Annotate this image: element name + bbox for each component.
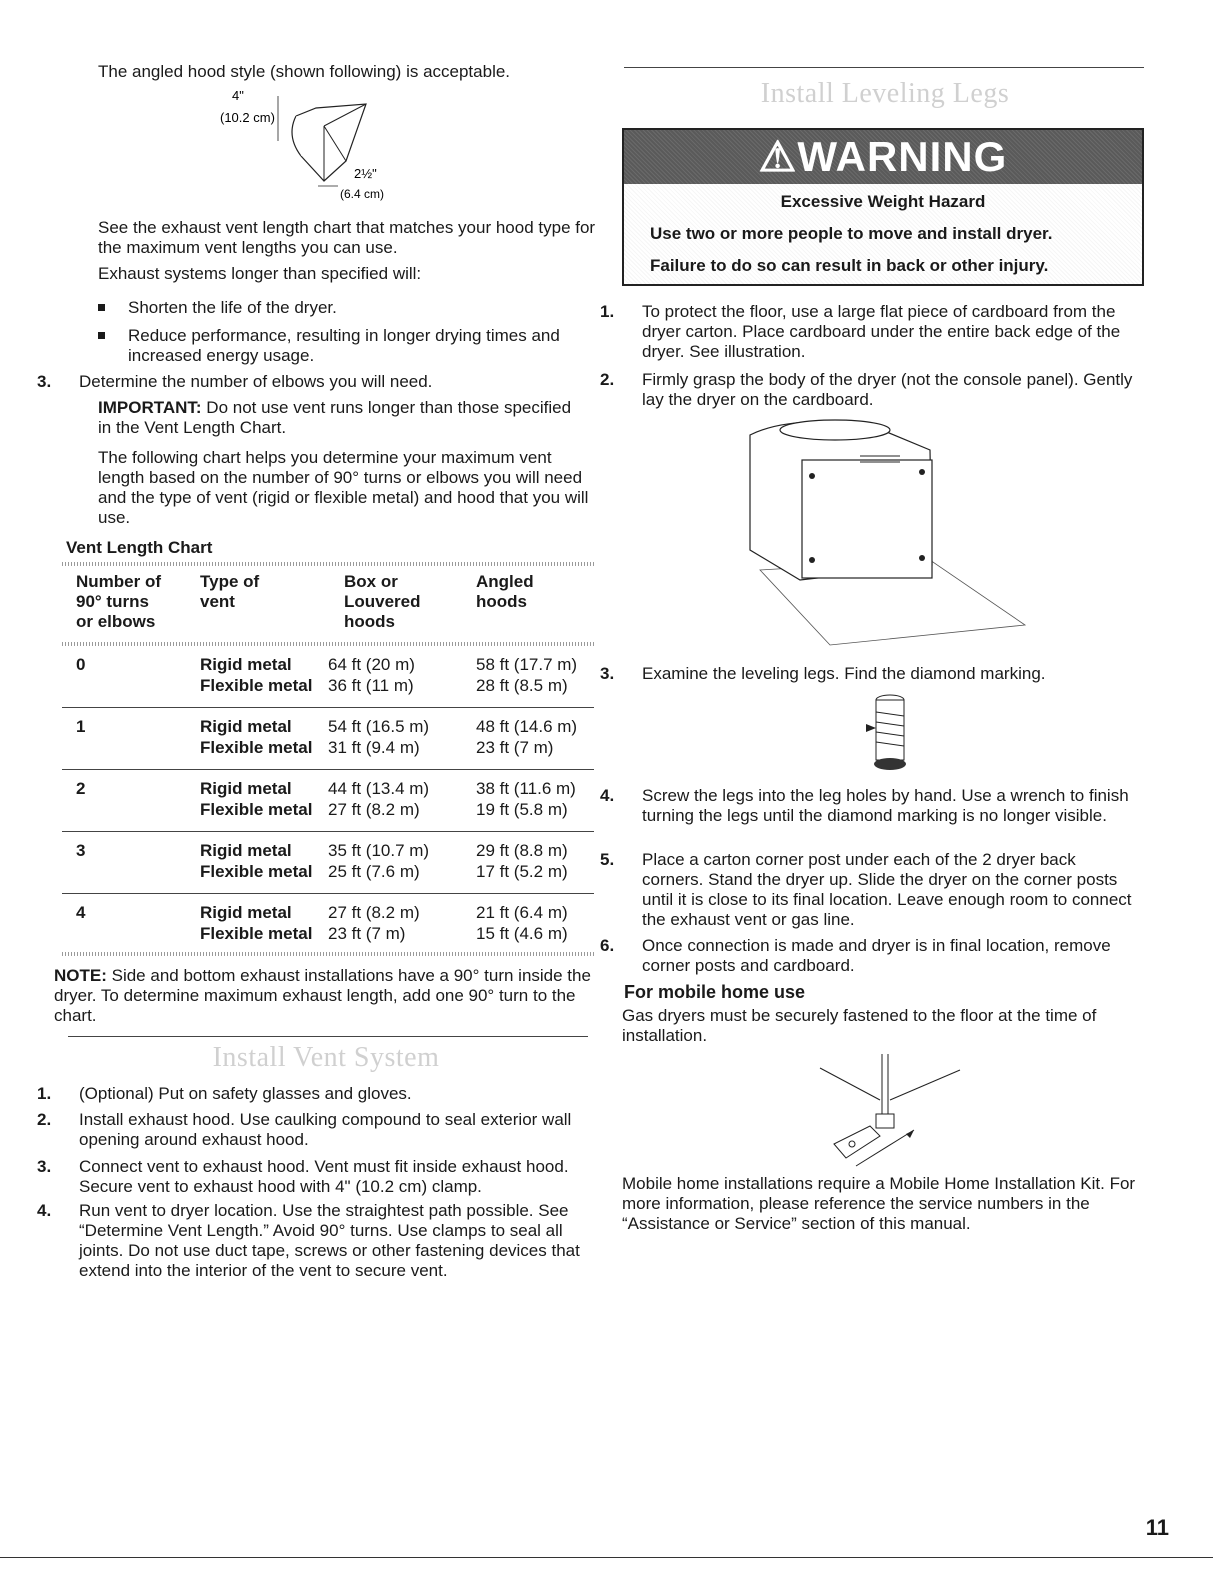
table-row-turns: 4	[76, 903, 86, 922]
hood-dim1: 4"	[232, 88, 244, 103]
footer-rule	[0, 1557, 1213, 1558]
warning-line-1: Use two or more people to move and install dryer.	[650, 224, 1053, 243]
header-box: Box or Louvered hoods	[344, 572, 421, 631]
warning-box	[622, 128, 1144, 286]
dryer-on-cardboard-illustration	[750, 420, 1030, 650]
mobile-home-bracket-illustration	[810, 1054, 970, 1174]
leveling-step: 4. Screw the legs into the leg holes by hand. Use a wrench to finish turning the legs until the diamond marking is no longer visible.	[600, 786, 1129, 825]
leveling-step: 1. To protect the floor, use a large flat piece of cardboard from the dryer carton. Place cardboard under the entire back edge of the dryer. See illustration.	[600, 302, 1121, 361]
vent-step: 3. Connect vent to exhaust hood. Vent must fit inside exhaust hood. Secure vent to exhaust hood with 4" (10.2 cm) clamp.	[37, 1157, 569, 1196]
section-divider	[68, 1036, 588, 1037]
header-angled: Angled hoods	[476, 572, 534, 611]
leveling-step: 3. Examine the leveling legs. Find the diamond marking.	[600, 664, 1046, 683]
leveling-step: 2. Firmly grasp the body of the dryer (not the console panel). Gently lay the dryer on the cardboard.	[600, 370, 1133, 409]
table-row-box: 27 ft (8.2 m) 23 ft (7 m)	[328, 903, 420, 943]
section-divider	[624, 67, 1144, 68]
vent-step: 2. Install exhaust hood. Use caulking compound to seal exterior wall opening around exhaust hood.	[37, 1110, 572, 1149]
warning-body	[624, 184, 1142, 284]
leveling-step: 6. Once connection is made and dryer is in final location, remove corner posts and cardboard.	[600, 936, 1111, 975]
table-title: Vent Length Chart	[66, 538, 213, 557]
row-divider	[62, 769, 594, 770]
table-top-border	[62, 562, 594, 566]
table-bottom-border	[62, 952, 594, 956]
table-row-type: Rigid metal Flexible metal	[200, 779, 313, 819]
table-row-angled: 38 ft (11.6 m) 19 ft (5.8 m)	[476, 779, 576, 819]
hood-dim1-metric: (10.2 cm)	[220, 110, 275, 125]
table-row-type: Rigid metal Flexible metal	[200, 841, 313, 881]
intro-text: The angled hood style (shown following) is acceptable.	[98, 62, 511, 81]
warning-banner	[624, 130, 1142, 184]
header-type: Type of vent	[200, 572, 260, 611]
table-row-box: 44 ft (13.4 m) 27 ft (8.2 m)	[328, 779, 430, 819]
vent-step: 1. (Optional) Put on safety glasses and gloves.	[37, 1084, 412, 1103]
section-heading: Install Leveling Legs	[760, 78, 1010, 109]
table-row-turns: 2	[76, 779, 86, 798]
table-row-angled: 58 ft (17.7 m) 28 ft (8.5 m)	[476, 655, 578, 695]
chart-intro-text: The following chart helps you determine your maximum vent length based on the number of 90° turns or elbows you will need and the type of vent (rigid or flexible metal) and hood that you will use.	[98, 448, 589, 527]
hood-dim2: 2½"	[354, 166, 377, 181]
table-row-angled: 29 ft (8.8 m) 17 ft (5.2 m)	[476, 841, 568, 881]
warning-hazard: Excessive Weight Hazard	[780, 192, 986, 211]
table-row-turns: 0	[76, 655, 86, 674]
row-divider	[62, 707, 594, 708]
mobile-home-heading: For mobile home use	[624, 982, 806, 1002]
table-row-type: Rigid metal Flexible metal	[200, 903, 313, 943]
row-divider	[62, 831, 594, 832]
mobile-home-text: Gas dryers must be securely fastened to the floor at the time of installation.	[622, 1006, 1097, 1045]
note-text: NOTE: Side and bottom exhaust installations have a 90° turn inside the dryer. To determine maximum exhaust length, add one 90° turn to the chart.	[54, 966, 591, 1025]
leveling-step: 5. Place a carton corner post under each of the 2 dryer back corners. Stand the dryer up. Slide the dryer on the corner posts until it is close to its final location. Leave enough room to connect the exhaust vent or gas line.	[600, 850, 1132, 929]
table-row-type: Rigid metal Flexible metal	[200, 655, 313, 695]
warning-title: ⚠WARNING	[758, 133, 1008, 180]
exhaust-warning-text: Exhaust systems longer than specified will:	[98, 264, 422, 283]
table-row-box: 35 ft (10.7 m) 25 ft (7.6 m)	[328, 841, 430, 881]
header-turns: Number of 90° turns or elbows	[76, 572, 161, 631]
table-row-turns: 1	[76, 717, 86, 736]
table-row-type: Rigid metal Flexible metal	[200, 717, 313, 757]
vent-step: 4. Run vent to dryer location. Use the straightest path possible. See “Determine Vent Length.” Avoid 90° turns. Use clamps to seal all joints. Do not use duct tape, screws or other fastening devices that extend into the interior of the vent to secure vent.	[37, 1201, 580, 1280]
row-divider	[62, 893, 594, 894]
bullet-item: Shorten the life of the dryer.	[98, 298, 594, 318]
important-note: IMPORTANT: Do not use vent runs longer than those specified in the Vent Length Chart.	[98, 398, 572, 437]
table-row-turns: 3	[76, 841, 86, 860]
angled-hood-illustration	[220, 86, 406, 206]
bullet-item: Reduce performance, resulting in longer drying times and increased energy usage.	[98, 326, 594, 366]
hood-dim2-metric: (6.4 cm)	[340, 187, 385, 201]
leveling-leg-illustration	[860, 690, 920, 780]
mobile-kit-text: Mobile home installations require a Mobile Home Installation Kit. For more information, please reference the service numbers in the “Assistance or Service” section of this manual.	[622, 1174, 1136, 1233]
header-bottom-border	[62, 642, 594, 646]
page-number: 11	[1145, 1515, 1169, 1540]
chart-reference-text: See the exhaust vent length chart that matches your hood type for the maximum vent lengths you can use.	[98, 218, 596, 257]
table-row-angled: 48 ft (14.6 m) 23 ft (7 m)	[476, 717, 578, 757]
table-row-box: 54 ft (16.5 m) 31 ft (9.4 m)	[328, 717, 430, 757]
step-3: 3. Determine the number of elbows you will need.	[37, 372, 433, 391]
warning-line-2: Failure to do so can result in back or other injury.	[650, 256, 1049, 275]
section-heading: Install Vent System	[212, 1042, 440, 1073]
table-row-angled: 21 ft (6.4 m) 15 ft (4.6 m)	[476, 903, 568, 943]
table-row-box: 64 ft (20 m) 36 ft (11 m)	[328, 655, 415, 695]
